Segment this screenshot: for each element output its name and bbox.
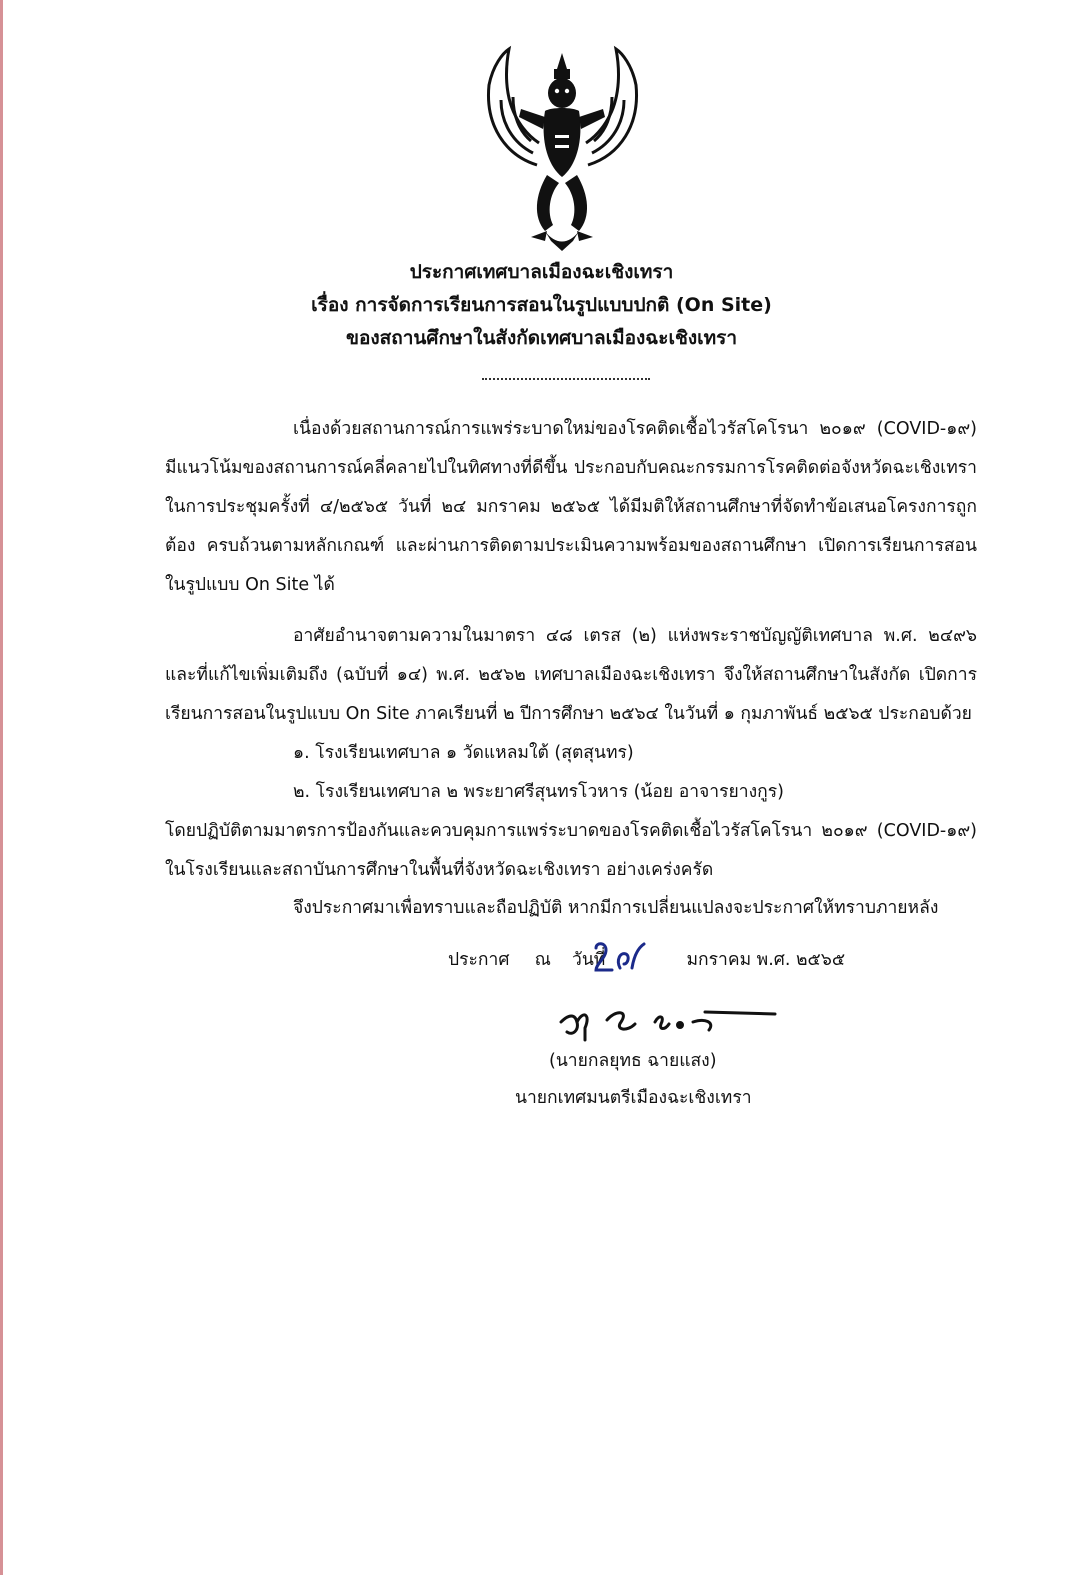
announcement-title: ประกาศเทศบาลเมืองฉะเชิงเทรา (409, 261, 674, 283)
signature (555, 992, 780, 1044)
date-month-year: มกราคม พ.ศ. ๒๕๖๕ (686, 950, 846, 970)
signer-title: นายกเทศมนตรีเมืองฉะเชิงเทรา (515, 1088, 752, 1108)
announcement-subject: เรื่อง การจัดการเรียนการสอนในรูปแบบปกติ (On Site) (311, 294, 772, 316)
announcement-body (165, 410, 977, 890)
date-at: ณ (534, 950, 551, 970)
page-edge-mark (0, 0, 3, 1575)
paragraph-measures: โดยปฏิบัติตามมาตรการป้องกันและควบคุมการแพร่ระบาดของโรคติดเชื้อไวรัสโคโรนา ๒๐๑๙ (COVID-๑๙) ในโรงเรียนและสถาบันการศึกษาในพื้นที่จังหวัดฉะเชิงเทรา อย่างเคร่งครัด (165, 821, 977, 880)
announcement-subject-continued: ของสถานศึกษาในสังกัดเทศบาลเมืองฉะเชิงเทรา (345, 327, 738, 349)
paragraph-background: เนื่องด้วยสถานการณ์การแพร่ระบาดใหม่ของโรคติดเชื้อไวรัสโคโรนา ๒๐๑๙ (COVID-๑๙) มีแนวโน้มของสถานการณ์คลี่คลายไปในทิศทางที่ดีขึ้น ประกอบกับคณะกรรมการโรคติดต่อจังหวัดฉะเชิงเทรา ในการประชุมครั้งที่ ๔/๒๕๖๕ วันที่ ๒๔ มกราคม ๒๕๖๕ ได้มีมติให้สถานศึกษาที่จัดทำข้อเสนอโครงการถูกต้อง ครบถ้วนตามหลักเกณฑ์ และผ่านการติดตามประเมินความพร้อมของสถานศึกษา เปิดการเรียนการสอนในรูปแบบ On Site ได้ (165, 419, 977, 595)
handwritten-day (590, 938, 650, 976)
garuda-emblem (475, 45, 650, 255)
title-separator-dots (482, 368, 650, 380)
paragraph-authority: อาศัยอำนาจตามความในมาตรา ๔๘ เตรส (๒) แห่งพระราชบัญญัติเทศบาล พ.ศ. ๒๔๙๖ และที่แก้ไขเพิ่มเติมถึง (ฉบับที่ ๑๔) พ.ศ. ๒๕๖๒ เทศบาลเมืองฉะเชิงเทรา จึงให้สถานศึกษาในสังกัด เปิดการเรียนการสอนในรูปแบบ On Site ภาคเรียนที่ ๒ ปีการศึกษา ๒๕๖๔ ในวันที่ ๑ กุมภาพันธ์ ๒๕๖๕ ประกอบด้วย (165, 626, 977, 724)
school-list-item-1: ๑. โรงเรียนเทศบาล ๑ วัดแหลมใต้ (สุตสุนทร) (293, 743, 634, 763)
signer-name: (นายกลยุทธ ฉายแสง) (549, 1051, 717, 1071)
date-day-label: วันที่ (572, 950, 606, 970)
date-prefix: ประกาศ (448, 950, 510, 970)
closing-statement: จึงประกาศมาเพื่อทราบและถือปฏิบัติ หากมีการเปลี่ยนแปลงจะประกาศให้ทราบภายหลัง (293, 898, 939, 918)
school-list-item-2: ๒. โรงเรียนเทศบาล ๒ พระยาศรีสุนทรโวหาร (น้อย อาจารยางกูร) (293, 782, 784, 802)
